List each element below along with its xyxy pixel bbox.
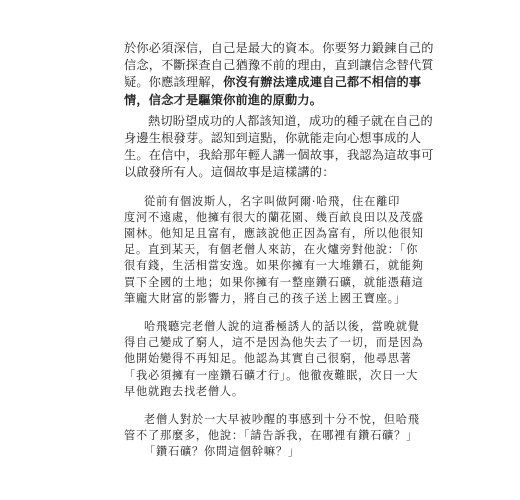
story-paragraph-monk [124, 412, 420, 461]
text-line: 得自己變成了窮人，這不是因為他失去了一切，而是因為 [124, 336, 424, 350]
text-line: 他開始變得不再知足。他認為其實自己很窮，他尋思著 [124, 352, 412, 366]
text-line: 情，信念才是驅策你前進的原動力。 [124, 92, 323, 107]
text-fragment: 疑。你應該理解， [124, 75, 224, 90]
story-paragraph-persian [124, 194, 424, 307]
text-line: 身邊生根發芽。認知到這點，你就能走向心想事成的人 [124, 131, 422, 146]
text-line: 「鑽石礦？你問這個幹嘛？」 [144, 445, 300, 459]
text-line: 「我必須擁有一座鑽石礦才行」。他徹夜難眠，次日一大 [124, 368, 419, 382]
text-line: 熱切盼望成功的人都該知道，成功的種子就在自己的 [148, 113, 433, 128]
text-line: 很有錢，生活相當安逸。如果你擁有一大堆鑽石，就能夠 [124, 259, 424, 273]
text-line: 度河不遠處，他擁有很大的蘭花園、幾百畝良田以及茂盛 [124, 210, 424, 224]
text-line: 園林。他知足且富有，應該說他正因為富有，所以他很知 [124, 227, 424, 241]
text-line [124, 74, 422, 91]
paragraph-gap [124, 307, 392, 315]
text-line: 足。直到某天，有個老僧人來訪，在火爐旁對他說：「你 [124, 243, 419, 257]
paragraph-gap [124, 400, 392, 408]
bold-sentence: 你沒有辦法達成連自己都不相信的事 [223, 75, 422, 90]
text-line: 從前有個波斯人，名字叫做阿爾·哈飛，住在離印 [144, 194, 401, 208]
text-line: 於你必須深信，自己是最大的資本。你要努力鍛鍊自己的 [124, 41, 434, 55]
text-line: 早他就跑去找老僧人。 [124, 384, 244, 398]
paragraph-confidence [124, 40, 434, 109]
paragraph-gap [124, 182, 392, 190]
document-text [124, 40, 434, 461]
text-line: 老僧人對於一大早被吵醒的事感到十分不悅，但哈飛 [144, 413, 420, 427]
text-line: 生。在信中，我給那年輕人講一個故事，我認為這故事可 [124, 148, 434, 163]
text-line: 筆龐大財富的影響力，將自己的孩子送上國王寶座。」 [124, 291, 407, 305]
text-line: 以啟發所有人。這個故事是這樣講的： [124, 165, 335, 180]
text-line: 信念，不斷探查自己猶豫不前的理由，直到讓信念替代質 [124, 58, 434, 73]
text-line: 買下全國的土地；如果你擁有一整座鑽石礦，就能憑藉這 [124, 275, 424, 289]
text-line: 哈飛聽完老僧人說的這番極誘人的話以後，當晚就覺 [144, 320, 420, 334]
paragraph-success-seeds [124, 113, 434, 182]
story-paragraph-hafi [124, 319, 424, 400]
text-line: 管不了那麼多，他說：「請告訴我，在哪裡有鑽石礦？」 [124, 429, 419, 443]
